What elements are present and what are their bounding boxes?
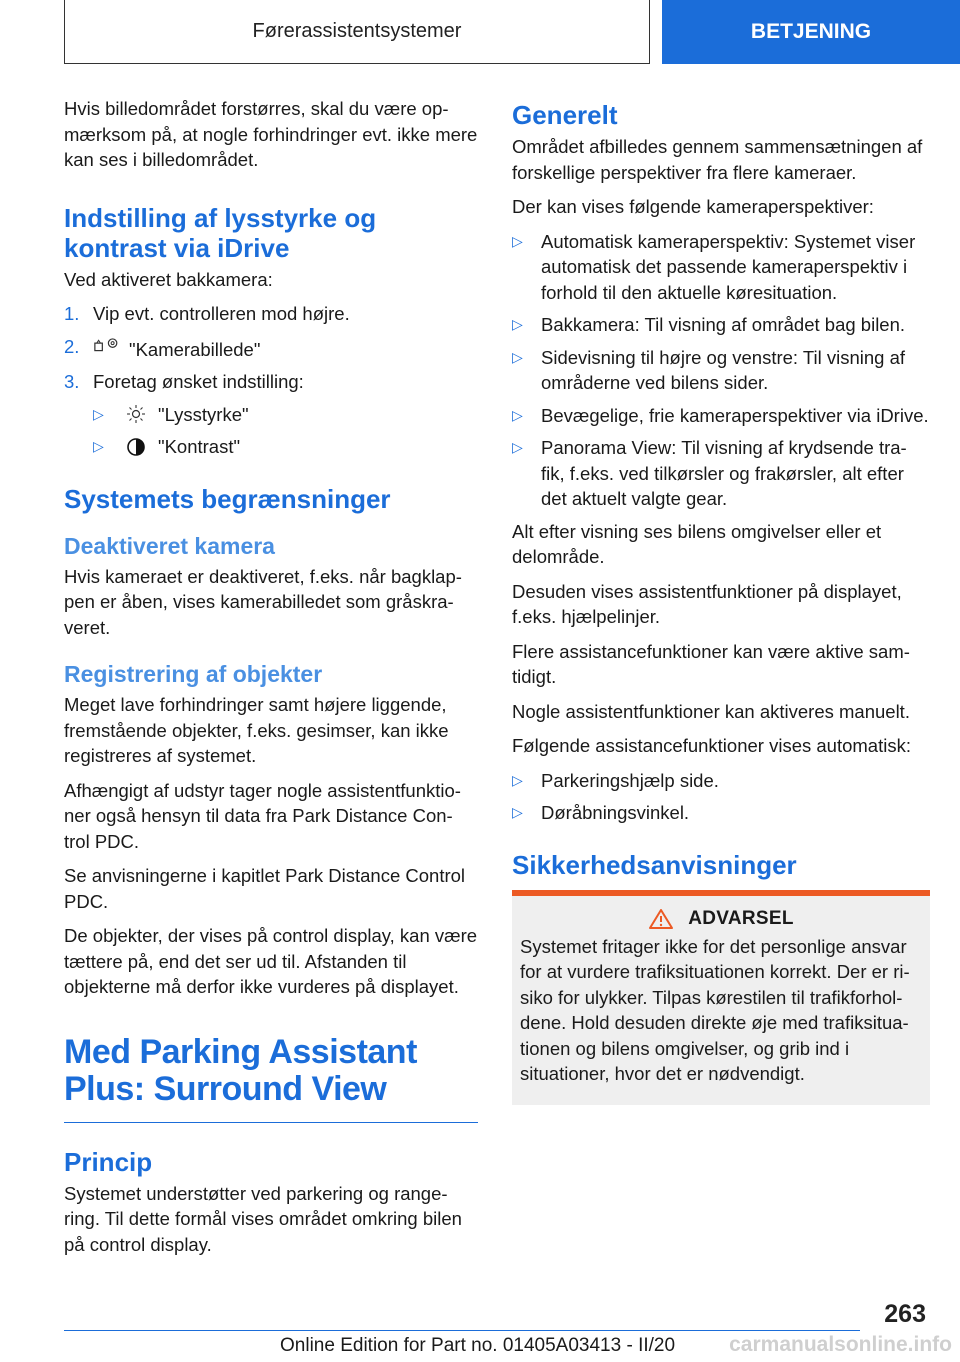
principle-text: Systemet understøtter ved parkering og range-ring. Til dette formål vises området omkring bilen på control display. bbox=[64, 1182, 462, 1255]
triangle-bullet-icon: ▷ bbox=[512, 406, 523, 423]
warning-header bbox=[520, 908, 922, 930]
warning-label: ADVARSEL bbox=[688, 907, 794, 929]
perspective-item bbox=[512, 435, 930, 512]
step-text: Vip evt. controlleren mod højre. bbox=[93, 303, 350, 324]
auto-function-text: Døråbningsvinkel. bbox=[541, 802, 690, 823]
general-paragraph: Der kan vises følgende kameraperspektiver: bbox=[512, 196, 874, 217]
contrast-icon bbox=[122, 436, 150, 458]
steps-list bbox=[64, 301, 478, 395]
warning-triangle-icon bbox=[648, 908, 674, 930]
perspective-item bbox=[512, 229, 930, 306]
intro-paragraph: Hvis billedområdet forstørres, skal du være op-mærksom på, at nogle forhindringer evt. ikke mere kan ses i billedområdet. bbox=[64, 98, 478, 170]
perspective-item bbox=[512, 403, 930, 429]
major-heading: Med Parking Assistant Plus: Surround View bbox=[64, 1032, 417, 1108]
heading-divider bbox=[64, 1122, 478, 1123]
general-paragraph: Flere assistancefunktioner kan være aktive sam-tidigt. bbox=[512, 640, 910, 687]
perspectives-list bbox=[512, 229, 930, 512]
objects-heading: Registrering af objekter bbox=[64, 661, 323, 687]
option-item bbox=[93, 434, 478, 460]
step-text: Foretag ønsket indstilling: bbox=[93, 371, 304, 392]
triangle-bullet-icon: ▷ bbox=[93, 405, 104, 422]
general-heading: Generelt bbox=[512, 100, 618, 130]
objects-paragraph: De objekter, der vises på control display, kan være tættere på, end det ser ud til. Afstanden til objekterne må derfor ikke vurderes på displayet. bbox=[64, 925, 478, 997]
step-item bbox=[64, 334, 478, 363]
warning-box bbox=[512, 890, 930, 1105]
option-text: "Lysstyrke" bbox=[158, 403, 249, 425]
chapter-tab-text: BETJENING bbox=[750, 20, 872, 43]
limits-heading: Systemets begrænsninger bbox=[64, 483, 391, 514]
right-column bbox=[512, 96, 930, 1105]
step-item bbox=[64, 369, 478, 395]
triangle-bullet-icon: ▷ bbox=[512, 316, 523, 332]
objects-paragraph: Se anvisningerne i kapitlet Park Distance Control PDC. bbox=[64, 865, 466, 912]
step-number: 3. bbox=[64, 371, 80, 392]
option-list bbox=[64, 402, 478, 460]
general-paragraph: Alt efter visning ses bilens omgivelser eller et delområde. bbox=[512, 520, 882, 567]
objects-paragraph: Afhængigt af udstyr tager nogle assistentfunktio-ner også hensyn til data fra Park Distance Con-trol PDC. bbox=[64, 779, 461, 852]
perspective-text: Bevægelige, frie kameraperspektiver via iDrive. bbox=[541, 404, 929, 426]
warning-text: Systemet fritager ikke for det personlige ansvar for at vurdere trafiksituationen korrekt. Der er ri-siko for ulykker. Tilpas kørestilen til trafikforhol-dene. Hold desuden direkte øje med trafiksitua-tionen og bilens omgivelser, og grib ind i situationer, hvor det er nødvendigt. bbox=[520, 935, 910, 1084]
auto-function-item bbox=[512, 800, 930, 826]
perspective-text: Sidevisning til højre og venstre: Til visning af områderne ved bilens sider. bbox=[541, 346, 906, 393]
perspective-text: Panorama View: Til visning af krydsende tra-fik, f.eks. ved tilkørsler og frakørsler, alt efter det aktuelt valgte gear. bbox=[541, 437, 907, 509]
step-number: 2. bbox=[64, 335, 80, 357]
footer-edition: Online Edition for Part no. 01405A03413 - II/20 bbox=[280, 1335, 676, 1356]
triangle-bullet-icon: ▷ bbox=[512, 771, 523, 788]
brightness-heading: Indstilling af lysstyrke og kontrast via iDrive bbox=[64, 202, 377, 263]
header-section-title bbox=[64, 0, 650, 64]
auto-function-text: Parkeringshjælp side. bbox=[541, 769, 719, 791]
left-column bbox=[64, 96, 478, 1266]
deactivated-text: Hvis kameraet er deaktiveret, f.eks. når bagklap-pen er åben, vises kamerabilledet som gråskra-veret. bbox=[64, 565, 462, 638]
general-paragraph: Området afbilledes gennem sammensætningen af forskellige perspektiver fra flere kameraer. bbox=[512, 136, 923, 183]
step-item bbox=[64, 301, 478, 327]
perspective-text: Bakkamera: Til visning af området bag bilen. bbox=[541, 314, 906, 335]
perspective-text: Automatisk kameraperspektiv: Systemet viser automatisk det passende kameraperspektiv i forhold til den aktuelle køresituation. bbox=[541, 230, 916, 303]
objects-paragraph: Meget lave forhindringer samt højere liggende, fremstående objekter, f.eks. gesimser, kan ikke registreres af systemet. bbox=[64, 694, 449, 766]
perspective-item bbox=[512, 312, 930, 338]
brightness-lead: Ved aktiveret bakkamera: bbox=[64, 268, 273, 290]
page-number: 263 bbox=[884, 1300, 926, 1328]
auto-functions-list bbox=[512, 768, 930, 826]
deactivated-heading: Deaktiveret kamera bbox=[64, 532, 275, 559]
principle-heading: Princip bbox=[64, 1146, 153, 1177]
option-item bbox=[93, 402, 478, 428]
auto-function-item bbox=[512, 768, 930, 794]
triangle-bullet-icon: ▷ bbox=[512, 232, 523, 249]
step-text: "Kamerabillede" bbox=[129, 338, 261, 360]
perspective-item bbox=[512, 345, 930, 396]
section-title-text: Førerassistentsystemer bbox=[252, 20, 462, 42]
sun-icon bbox=[122, 403, 150, 425]
triangle-bullet-icon: ▷ bbox=[512, 439, 523, 455]
safety-heading: Sikkerhedsanvisninger bbox=[512, 849, 797, 880]
triangle-bullet-icon: ▷ bbox=[512, 804, 523, 820]
option-text: "Kontrast" bbox=[158, 436, 241, 457]
step-number: 1. bbox=[64, 303, 80, 324]
triangle-bullet-icon: ▷ bbox=[93, 438, 104, 454]
triangle-bullet-icon: ▷ bbox=[512, 348, 523, 365]
general-paragraph: Nogle assistentfunktioner kan aktiveres manuelt. bbox=[512, 700, 910, 722]
footer-divider bbox=[64, 1330, 860, 1331]
watermark-logo: carmanualsonline.info bbox=[729, 1333, 952, 1356]
header-chapter-tab[interactable] bbox=[662, 0, 960, 64]
camera-settings-icon bbox=[93, 334, 121, 356]
general-paragraph: Følgende assistancefunktioner vises automatisk: bbox=[512, 735, 911, 756]
general-paragraph: Desuden vises assistentfunktioner på displayet, f.eks. hjælpelinjer. bbox=[512, 580, 902, 627]
